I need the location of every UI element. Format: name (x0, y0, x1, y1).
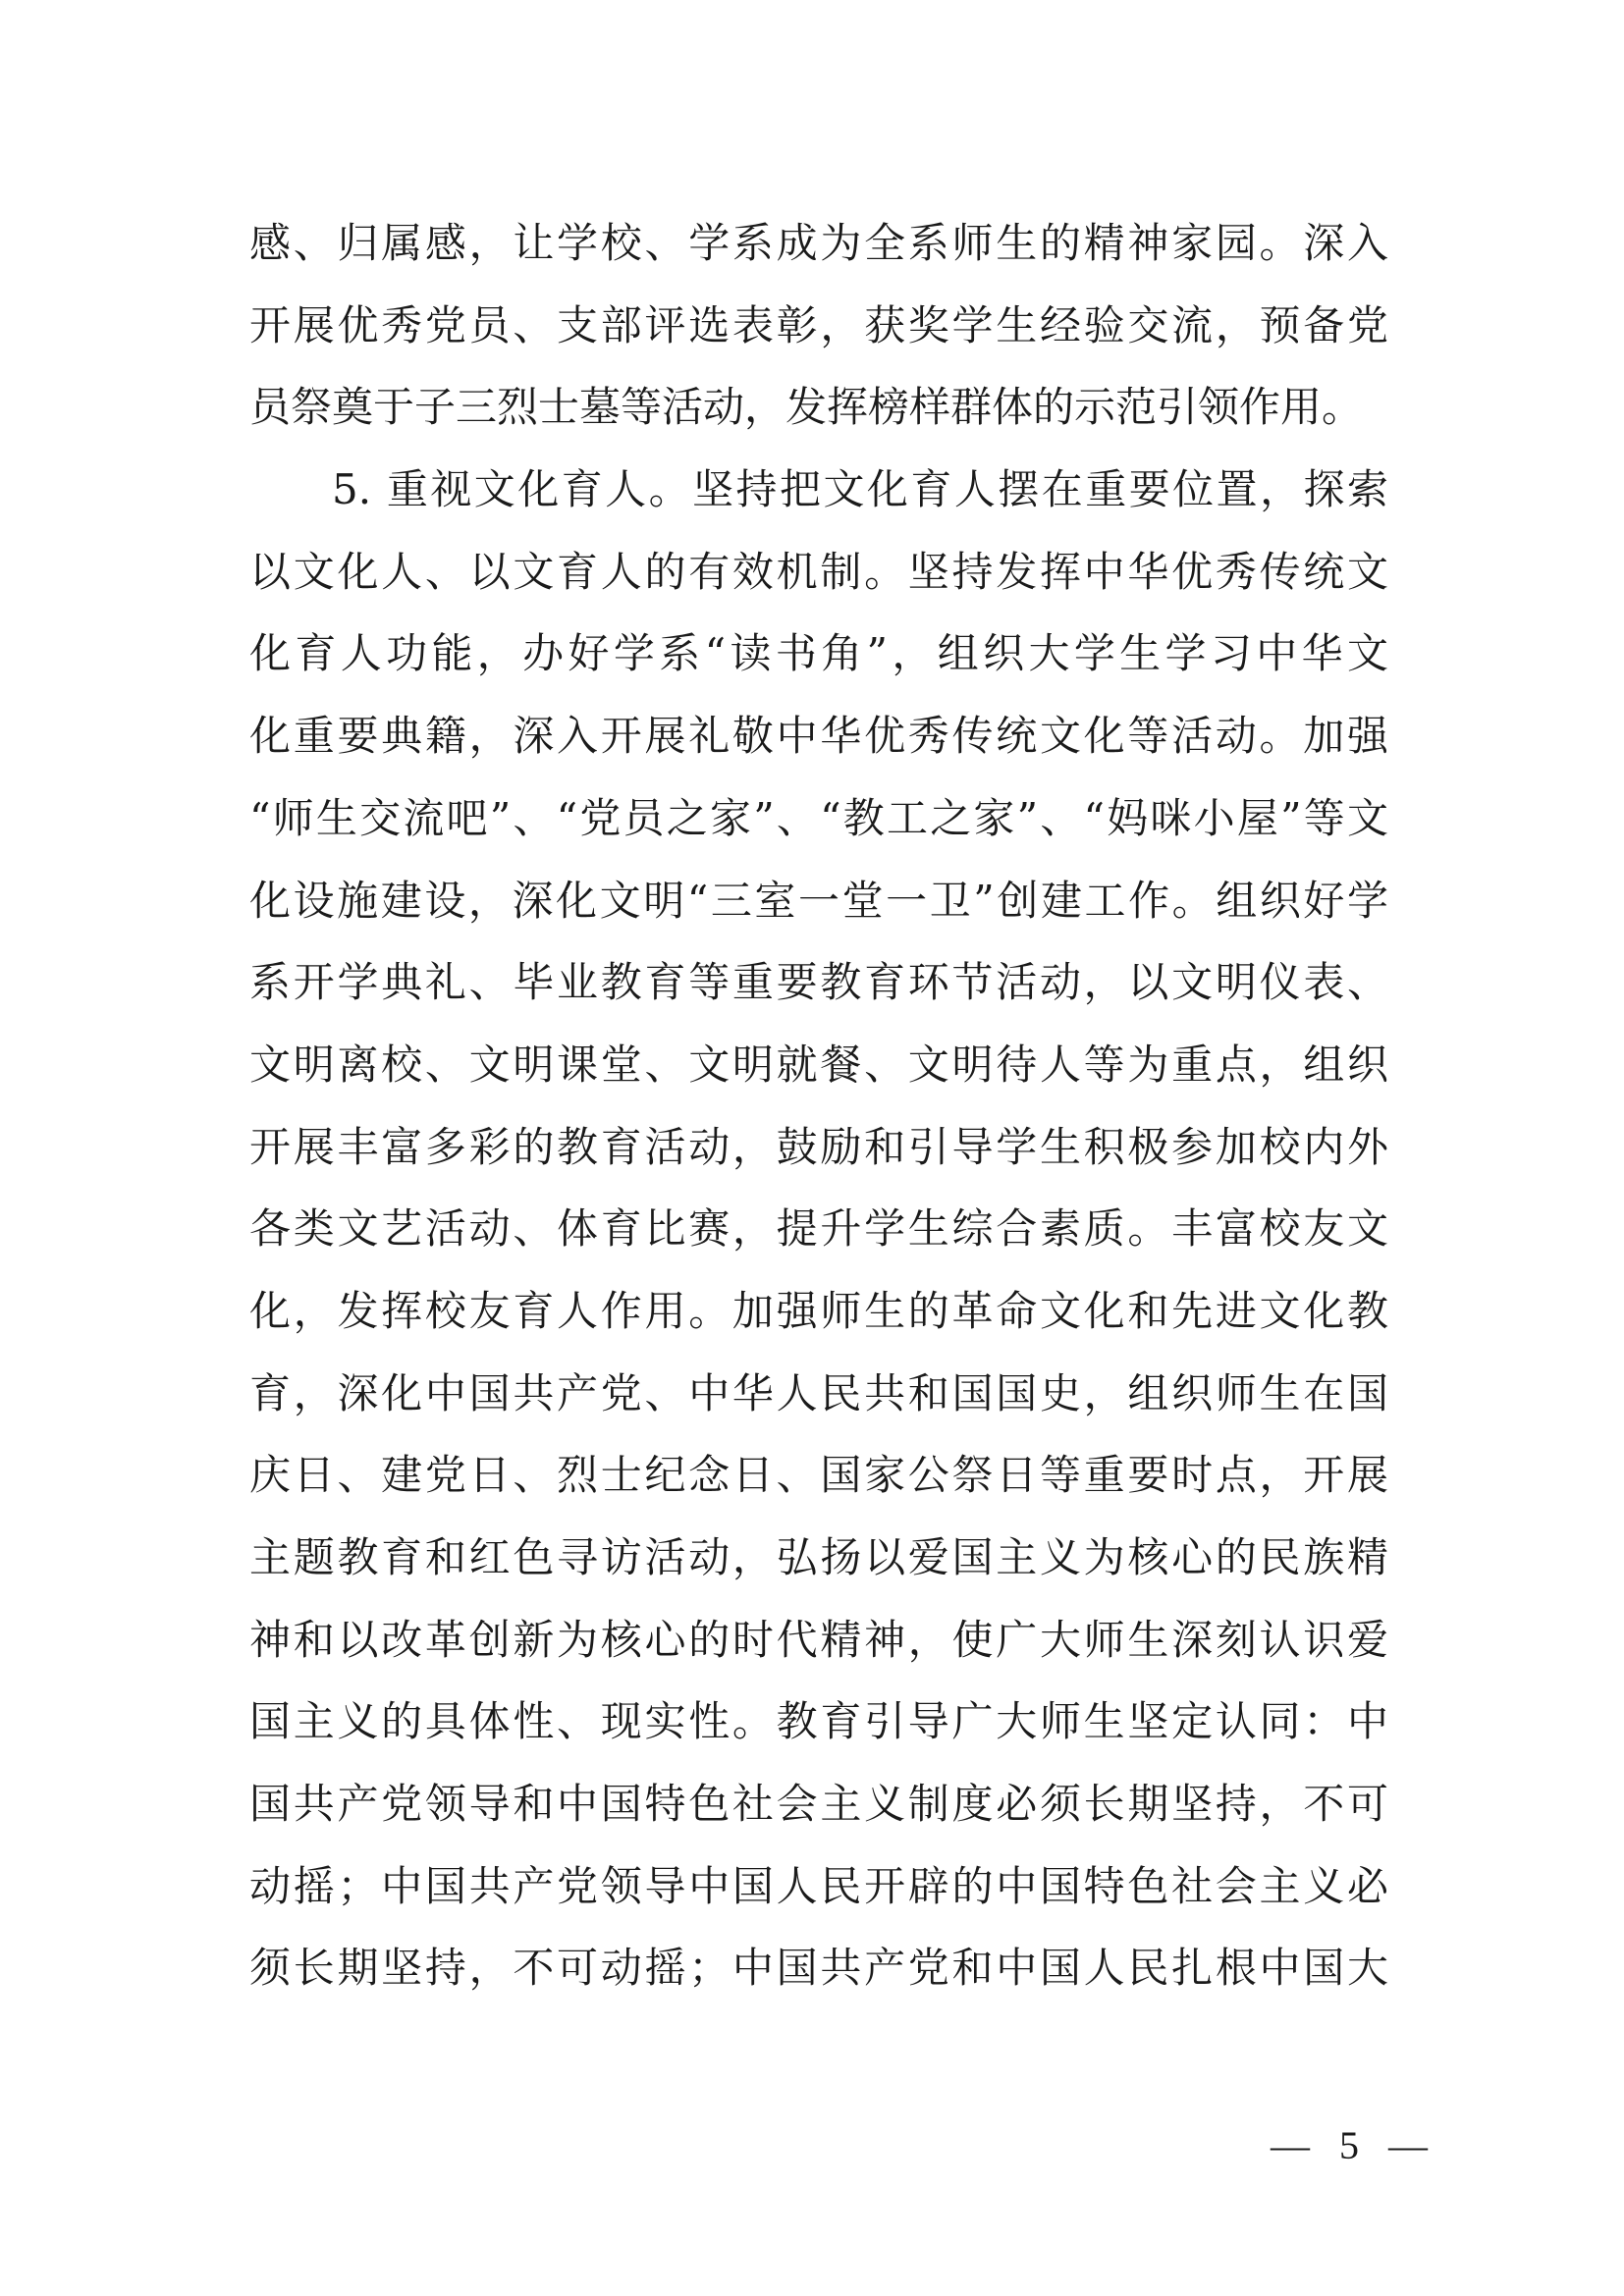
body-text (249, 214, 1388, 2021)
text-line: 感、归属感，让学校、学系成为全系师生的精神家园。深入 (249, 219, 1388, 267)
text-line: 开展丰富多彩的教育活动，鼓励和引导学生积极参加校内外 (249, 1122, 1388, 1171)
text-line: 神和以改革创新为核心的时代精神，使广大师生深刻认识爱 (249, 1615, 1388, 1664)
text-line: 化设施建设，深化文明“三室一堂一卫”创建工作。组织好学 (249, 876, 1388, 925)
page-number: — 5 — (1271, 2123, 1437, 2167)
text-line: 员祭奠于子三烈士墓等活动，发挥榜样群体的示范引领作用。 (249, 383, 1364, 432)
text-line: 庆日、建党日、烈士纪念日、国家公祭日等重要时点，开展 (249, 1451, 1388, 1500)
text-line: 育，深化中国共产党、中华人民共和国国史，组织师生在国 (249, 1368, 1388, 1417)
text-line: 动摇；中国共产党领导中国人民开辟的中国特色社会主义必 (249, 1861, 1388, 1910)
text-line: 国共产党领导和中国特色社会主义制度必须长期坚持，不可 (249, 1780, 1388, 1829)
text-line: 文明离校、文明课堂、文明就餐、文明待人等为重点，组织 (249, 1040, 1388, 1089)
text-line: 化重要典籍，深入开展礼敬中华优秀传统文化等活动。加强 (249, 712, 1388, 761)
text-line: 系开学典礼、毕业教育等重要教育环节活动，以文明仪表、 (249, 958, 1388, 1007)
text-line: 以文化人、以文育人的有效机制。坚持发挥中华优秀传统文 (249, 547, 1388, 596)
text-line: 化，发挥校友育人作用。加强师生的革命文化和先进文化教 (249, 1286, 1388, 1335)
text-line: “师生交流吧”、“党员之家”、“教工之家”、“妈咪小屋”等文 (249, 793, 1388, 842)
text-line: 开展优秀党员、支部评选表彰，获奖学生经验交流，预备党 (249, 300, 1388, 349)
text-line: 须长期坚持，不可动摇；中国共产党和中国人民扎根中国大 (249, 1944, 1388, 1993)
text-line: 国主义的具体性、现实性。教育引导广大师生坚定认同：中 (249, 1697, 1388, 1746)
text-line: 主题教育和红色寻访活动，弘扬以爱国主义为核心的民族精 (249, 1533, 1388, 1581)
text-line: 各类文艺活动、体育比赛，提升学生综合素质。丰富校友文 (249, 1204, 1388, 1254)
section-5-heading-line: 5. 重视文化育人。坚持把文化育人摆在重要位置，探索 (332, 465, 1388, 514)
text-line: 化育人功能，办好学系“读书角”，组织大学生学习中华文 (249, 629, 1388, 678)
